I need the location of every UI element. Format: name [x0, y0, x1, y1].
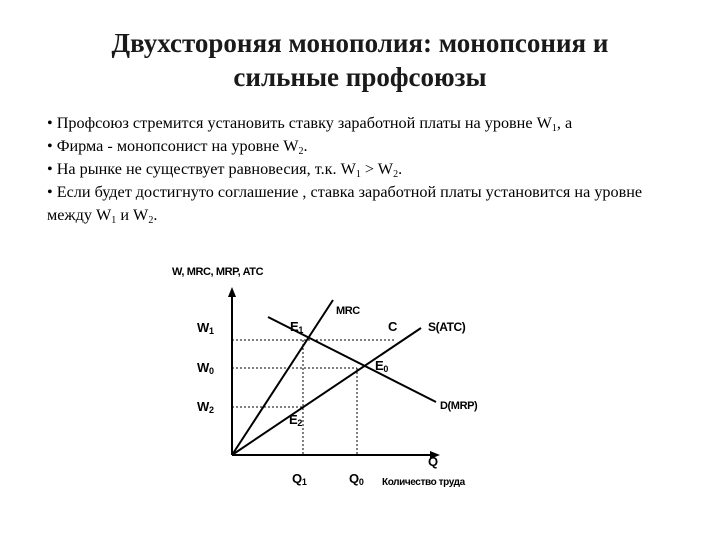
- q0-label: Q0: [349, 471, 364, 487]
- w2-label: W2: [197, 399, 214, 415]
- bullet-item: • Профсоюз стремится установить ставку заработной платы на уровне $W_1$, а: [47, 114, 573, 134]
- slide-title-line-1: Двухстороняя монополия: монопсония и: [111, 28, 609, 58]
- slide-title-line-2: сильные профсоюзы: [233, 62, 487, 92]
- w0-label: W0: [197, 360, 214, 376]
- q1-label: Q1: [292, 471, 307, 487]
- bullet-item: • Если будет достигнуто соглашение , ставка заработной платы установится на уровне между $W_1$ и $W_2$.: [47, 183, 643, 226]
- y-axis-title: W, MRC, MRP, ATC: [172, 266, 264, 278]
- demand-label: D(MRP): [440, 400, 478, 412]
- mrc-label: MRC: [336, 305, 360, 317]
- e1-label: E1: [290, 319, 304, 335]
- bullet-item: • На рынке не существует равновесия, т.к. $W_1 > W_2$.: [47, 160, 403, 180]
- x-axis-unit-label: Q: [428, 454, 438, 469]
- bullet-item: • Фирма - монопсонист на уровне $W_2$.: [47, 137, 308, 157]
- e2-label: E2: [289, 412, 303, 428]
- supply-label: S(ATC): [428, 320, 466, 334]
- e0-label: E0: [375, 358, 389, 374]
- c-point-label: C: [388, 319, 398, 334]
- w1-label: W1: [197, 320, 214, 336]
- x-axis-title: Количество труда: [382, 477, 465, 488]
- y-axis-arrow: [228, 287, 236, 297]
